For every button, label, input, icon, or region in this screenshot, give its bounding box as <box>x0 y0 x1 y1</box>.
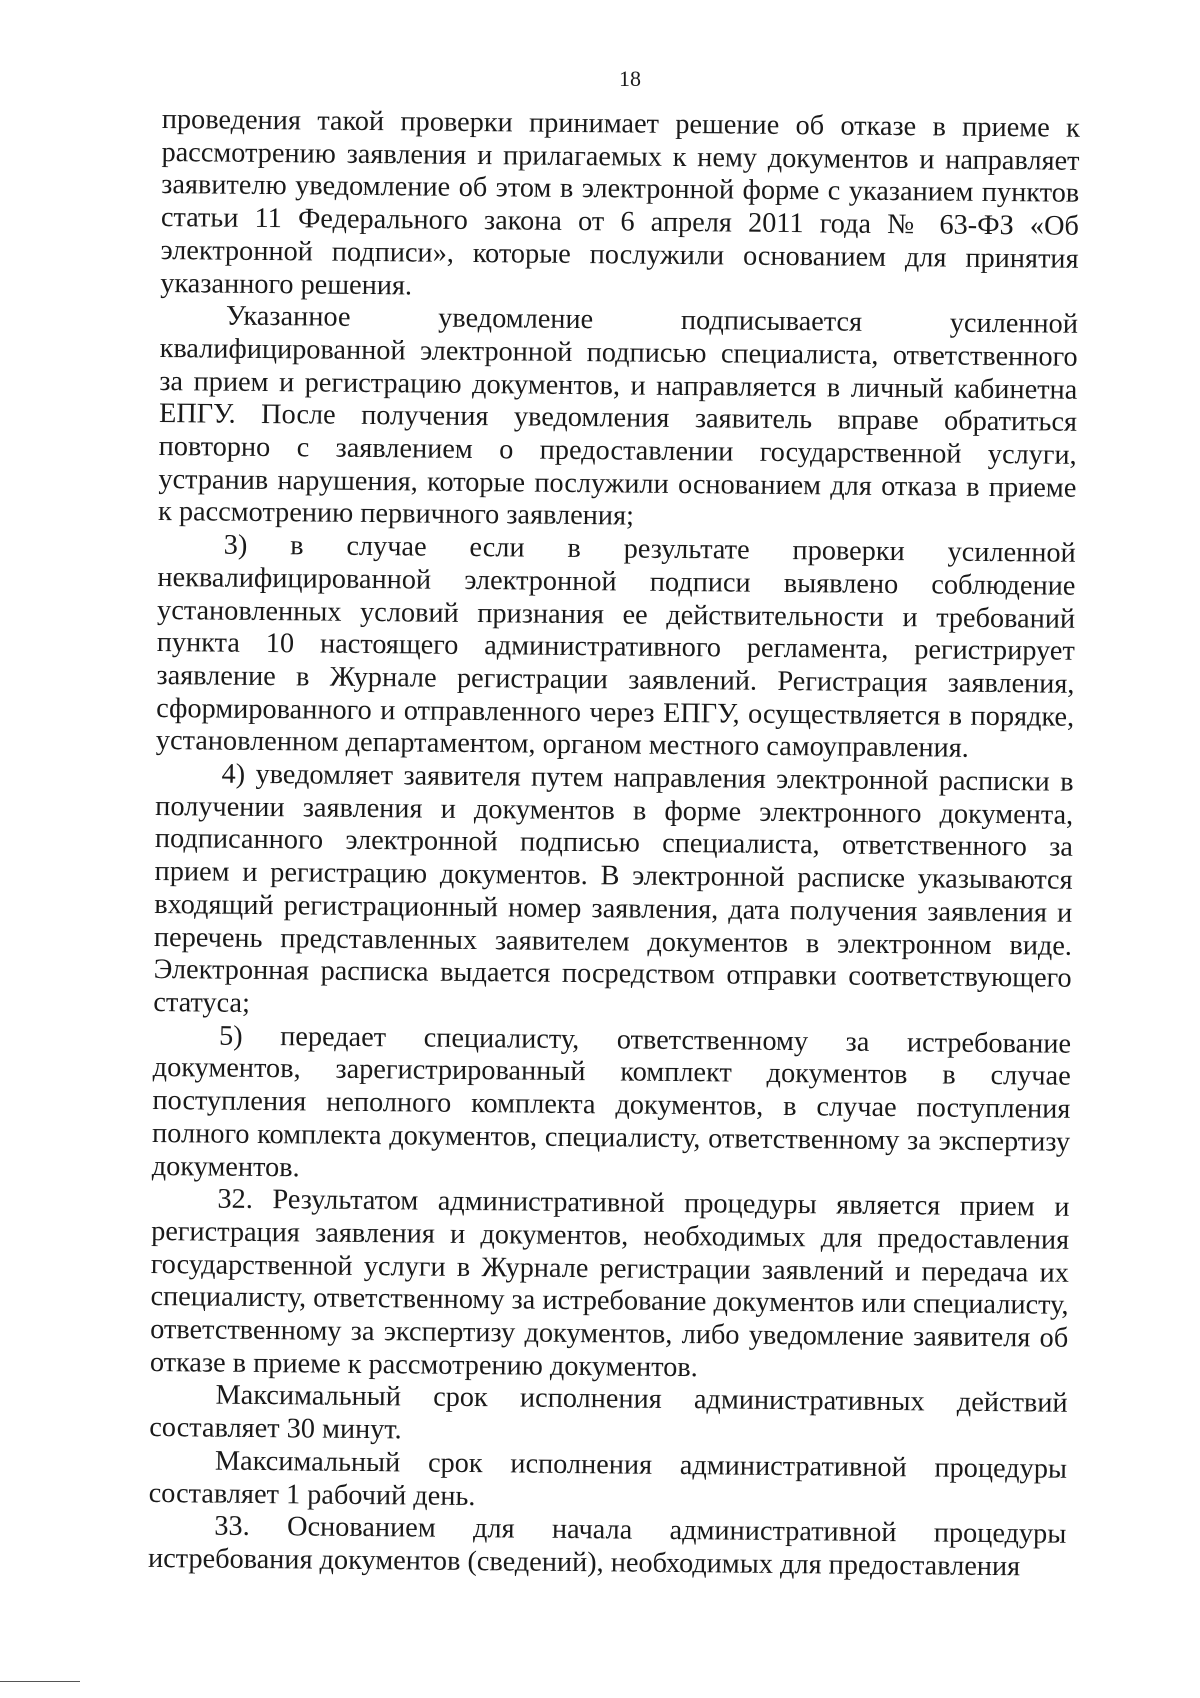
paragraph-notification-signing: Указанное уведомление подписывается усиленной квалифицированной электронной подписью специалиста, ответственного за прием и регистрацию документов, и направляется в личный кабинетна ЕПГУ. После получения уведомления заявитель вправе обратиться повторно с заявлением о предоставлении государственной услуги, устранив нарушения, которые послужили основанием для отказа в приеме к рассмотрению первичного заявления; <box>157 300 1079 532</box>
paragraph-clause-33: 33. Основанием для начала административной процедуры истребования документов (сведений), необходимых для предоставления <box>147 1510 1067 1583</box>
footer-divider <box>0 1681 80 1682</box>
paragraph-clause-32: 32. Результатом административной процедуры является прием и регистрация заявления и документов, необходимых для предоставления государственной услуги в Журнале регистрации заявлений и передача их специалисту, ответственному за истребование документов или специалисту, ответственному за экспертизу документов, либо уведомление заявителя об отказе в приеме к рассмотрению документов. <box>149 1183 1070 1383</box>
paragraph-item-4: 4) уведомляет заявителя путем направления электронной расписки в получении заявления и документов в форме электронного документа, подписанного электронной подписью специалиста, ответственного за прием и регистрацию документов. В электронной расписке указываются входящий регистрационный номер заявления, дата получения заявления и перечень представленных заявителем документов в электронном виде. Электронная расписка выдается посредством отправки соответствующего статуса; <box>153 758 1074 1019</box>
paragraph-continuation: проведения такой проверки принимает решение об отказе в приеме к рассмотрению заявления и прилагаемых к нему документов и направляет заявителю уведомление об этом в электронной форме с указанием пунктов статьи 11 Федерального закона от 6 апреля 2011 года № 63-ФЗ «Об электронной подписи», которые послужили основанием для принятия указанного решения. <box>160 104 1080 301</box>
document-body <box>148 104 1080 1584</box>
paragraph-item-3: 3) в случае если в результате проверки усиленной неквалифицированной электронной подписи выявлено соблюдение установленных условий признания ее действительности и требований пункта 10 настоящего административного регламента, регистрирует заявление в Журнале регистрации заявлений. Регистрация заявления, сформированного и отправленного через ЕПГУ, осуществляется в порядке, установленном департаментом, органом местного самоуправления. <box>155 529 1076 765</box>
page-number: 18 <box>619 66 641 91</box>
paragraph-max-time-actions: Максимальный срок исполнения административных действий составляет 30 минут. <box>149 1379 1068 1446</box>
paragraph-max-time-procedure: Максимальный срок исполнения административной процедуры составляет 1 рабочий день. <box>148 1445 1068 1512</box>
paragraph-item-5: 5) передает специалисту, ответственному за истребование документов, зарегистрированный комплект документов в случае поступления неполного комплекта документов, в случае поступления полного комплекта документов, специалисту, ответственному за экспертизу документов. <box>151 1020 1072 1183</box>
